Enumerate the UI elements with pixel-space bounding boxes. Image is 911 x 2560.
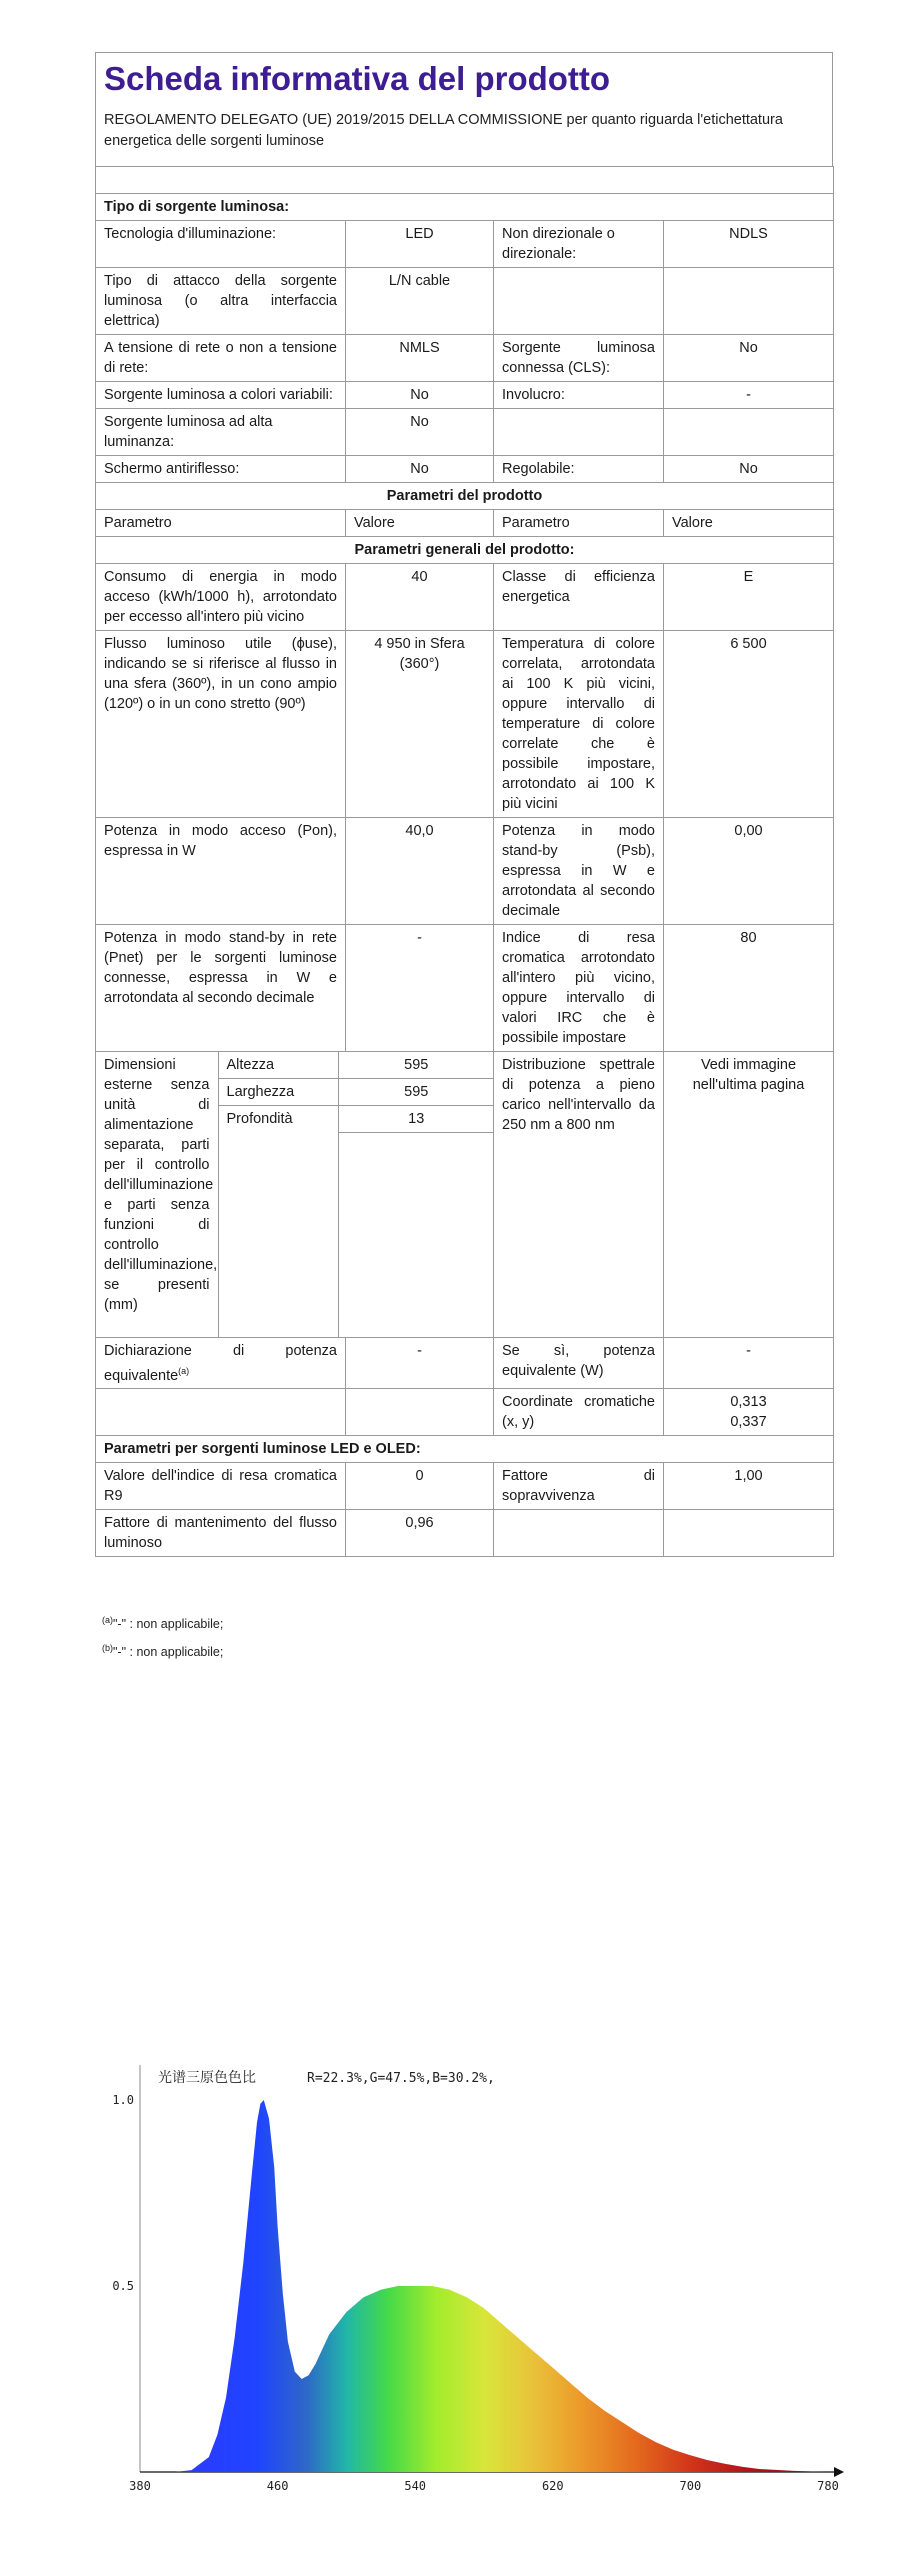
col-header-value: Valore [664,510,834,537]
param-label: Coordinate cromatiche (x, y) [494,1389,664,1436]
param-label: Regolabile: [494,456,664,483]
x-tick-label: 620 [541,2479,564,2493]
x-axis-arrow [834,2467,844,2477]
blank-cell [96,1389,346,1436]
section-led-params: Parametri per sorgenti luminose LED e OLED: [96,1436,834,1463]
chroma-y: 0,337 [730,1414,767,1431]
param-value: 0,00 [664,818,834,925]
page-title: Scheda informativa del prodotto [104,60,611,97]
param-label: Tipo di attacco della sorgente luminosa (o altra interfaccia elettrica) [96,268,346,335]
dimensions-label: Dimensioni esterne senza unità di alimentazione separata, parti per il controllo dell'illuminazione e parti senza funzioni di controllo dell'illuminazione, se presenti (mm) [96,1052,218,1337]
regulation-subtitle: REGOLAMENTO DELEGATO (UE) 2019/2015 DELLA COMMISSIONE per quanto riguarda l'etichettatura energetica delle sorgenti luminose [104,112,783,149]
dimension-value: 595 [338,1079,494,1106]
param-value: - [346,1337,494,1389]
dimensions-table [96,1052,494,1337]
x-tick-label: 380 [129,2479,151,2493]
table-row [96,335,834,382]
param-label: Valore dell'indice di resa cromatica R9 [96,1463,346,1510]
dimension-value: 595 [338,1052,494,1079]
param-label: A tensione di rete o non a tensione di rete: [96,335,346,382]
table-row [96,268,834,335]
footnote-ref: (a) [178,1365,190,1376]
param-value: No [664,456,834,483]
footnote [102,1636,223,1664]
footnote-mark: (a) [102,1615,113,1625]
param-value: LED [346,221,494,268]
header-box [95,52,833,166]
param-value: 40,0 [346,818,494,925]
col-header-param: Parametro [96,510,346,537]
footnote-text: "-" : non applicabile; [113,1617,224,1632]
x-tick-label: 540 [404,2479,427,2493]
param-value [664,409,834,456]
param-value: 6 500 [664,631,834,818]
param-label: Temperatura di colore correlata, arrotondata ai 100 K più vicini, oppure intervallo di temperature di colore correlate che è possibile impostare, arrotondato ai 100 K più vicini [494,631,664,818]
x-tick-label: 700 [679,2479,702,2493]
param-value: No [346,456,494,483]
param-value: E [664,564,834,631]
column-header-row [96,510,834,537]
section-general-params: Parametri generali del prodotto: [96,537,834,564]
table-row [96,456,834,483]
param-value [664,1510,834,1557]
param-label: Potenza in modo acceso (Pon), espressa in W [96,818,346,925]
param-label: Sorgente luminosa a colori variabili: [96,382,346,409]
param-label: Non direzionale o direzionale: [494,221,664,268]
param-label: Involucro: [494,382,664,409]
footnotes [102,1608,223,1664]
table-row [96,221,834,268]
param-value: L/N cable [346,268,494,335]
table-row [96,1510,834,1557]
table-row [96,409,834,456]
footnote-text: "-" : non applicabile; [113,1645,224,1660]
blank-cell [346,1389,494,1436]
param-value: 4 950 in Sfera (360°) [346,631,494,818]
param-value: 0,96 [346,1510,494,1557]
param-label [96,1337,346,1389]
param-label: Classe di efficienza energetica [494,564,664,631]
param-value: 1,00 [664,1463,834,1510]
param-value: - [664,382,834,409]
param-value [664,268,834,335]
product-info-sheet [95,52,833,1557]
dimensions-row [96,1052,834,1338]
param-label: Sorgente luminosa connessa (CLS): [494,335,664,382]
spectrum-chart [80,2055,850,2495]
dimension-value: 13 [338,1106,494,1133]
y-tick-label: 0.5 [112,2279,134,2293]
chart-annotation: R=22.3%,G=47.5%,B=30.2%, [307,2071,495,2086]
param-value: No [346,409,494,456]
param-value: - [664,1337,834,1389]
param-label: Indice di resa cromatica arrotondato all'intero più vicino, oppure intervallo di valori IRC che è possibile impostare [494,925,664,1052]
param-label [494,409,664,456]
param-value: 40 [346,564,494,631]
param-label: Fattore di mantenimento del flusso luminoso [96,1510,346,1557]
param-label: Distribuzione spettrale di potenza a pieno carico nell'intervallo da 250 nm a 800 nm [494,1052,664,1338]
y-tick-label: 1.0 [112,2093,134,2107]
x-tick-label: 460 [266,2479,289,2493]
spectrum-area [140,2100,828,2472]
blank-row [96,167,834,194]
dimension-name: Profondità [218,1106,338,1133]
param-label [494,268,664,335]
param-label: Tecnologia d'illuminazione: [96,221,346,268]
table-row [96,1463,834,1510]
table-row [96,564,834,631]
param-value: 0 [346,1463,494,1510]
section-source-type: Tipo di sorgente luminosa: [96,194,834,221]
param-label [494,1510,664,1557]
param-value: 80 [664,925,834,1052]
param-label: Sorgente luminosa ad alta luminanza: [96,409,346,456]
param-value: Vedi immagine nell'ultima pagina [664,1052,834,1338]
param-value: NMLS [346,335,494,382]
param-value: NDLS [664,221,834,268]
param-label: Flusso luminoso utile (ϕuse), indicando se si riferisce al flusso in una sfera (360º), in un cono ampio (120º) o in un cono stretto (90º) [96,631,346,818]
param-label: Schermo antiriflesso: [96,456,346,483]
footnote [102,1608,223,1636]
param-value: - [346,925,494,1052]
dimension-name: Altezza [218,1052,338,1079]
param-label: Consumo di energia in modo acceso (kWh/1000 h), arrotondato per eccesso all'intero più vicino [96,564,346,631]
x-tick-label: 780 [817,2479,839,2493]
dimension-name: Larghezza [218,1079,338,1106]
param-value [664,1389,834,1436]
chroma-x: 0,313 [730,1394,767,1411]
chart-title: 光谱三原色色比 [158,2070,256,2086]
table-row [96,631,834,818]
param-label: Fattore di sopravvivenza [494,1463,664,1510]
param-label: Potenza in modo stand-by in rete (Pnet) per le sorgenti luminose connesse, espressa in W e arrotondata al secondo decimale [96,925,346,1052]
dimensions-cell [96,1052,494,1338]
equiv-label: Dichiarazione di potenza equivalente [104,1342,337,1384]
table-row [96,382,834,409]
table-row [96,818,834,925]
param-label: Potenza in modo stand-by (Psb), espressa in W e arrotondata al secondo decimale [494,818,664,925]
footnote-mark: (b) [102,1643,113,1654]
spectrum-layer [140,2100,828,2472]
table-row [96,925,834,1052]
col-header-value: Valore [346,510,494,537]
table-row [96,1389,834,1436]
col-header-param: Parametro [494,510,664,537]
product-table [95,166,834,1557]
table-row [96,1337,834,1389]
blank-cell [218,1133,338,1337]
blank-cell [338,1133,494,1337]
section-product-params: Parametri del prodotto [96,483,834,510]
param-value: No [346,382,494,409]
param-label: Se sì, potenza equivalente (W) [494,1337,664,1389]
param-value: No [664,335,834,382]
